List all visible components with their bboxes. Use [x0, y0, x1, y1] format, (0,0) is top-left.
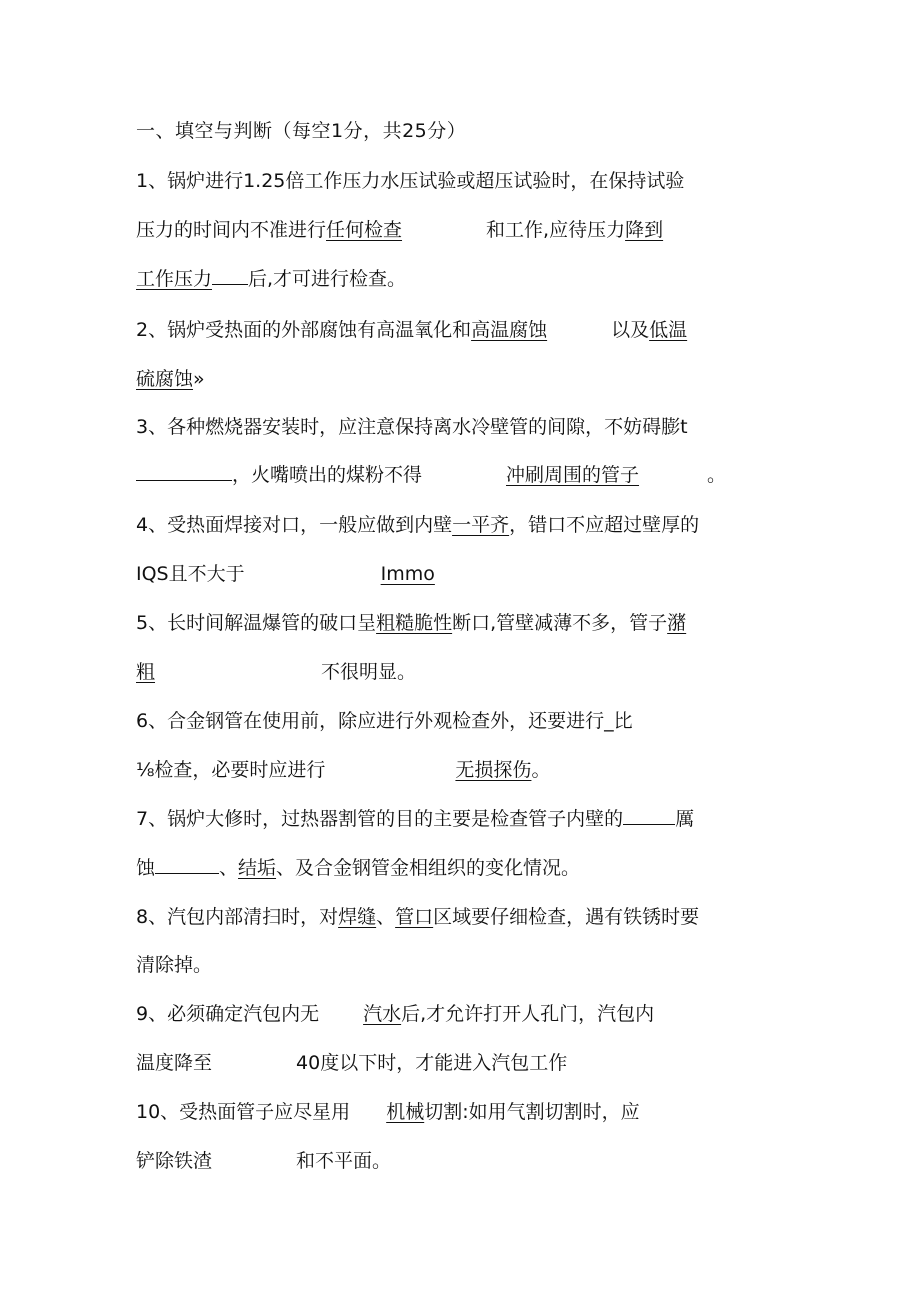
answer-6b: 无损探伤	[455, 759, 532, 781]
question-2-line-2	[136, 366, 205, 392]
text: 9、必须确定汽包内无	[136, 1003, 320, 1025]
text: 和不平面。	[296, 1150, 392, 1172]
question-1-line-2	[136, 217, 663, 243]
question-10-line-2	[136, 1148, 391, 1174]
answer-1b: 降到	[625, 219, 664, 241]
question-8-line-1	[136, 904, 699, 930]
question-2-line-1	[136, 317, 687, 343]
text: 蚀	[136, 857, 156, 879]
text: ，错口不应超过壁厚的	[509, 514, 700, 536]
text: 、	[376, 906, 396, 928]
text: 40度以下时，才能进入汽包工作	[296, 1052, 568, 1074]
blank	[155, 855, 219, 874]
question-1-line-1: 1、锅炉进行1.25倍工作压力水压试验或超压试验时，在保持试验	[136, 170, 685, 192]
answer-2a: 高温腐蚀	[471, 319, 548, 341]
section-title: 一、填空与判断（每空1分，共25分）	[136, 120, 467, 142]
answer-1b-cont: 工作压力	[136, 268, 213, 290]
text: 断口,管壁减薄不多，管子	[452, 612, 668, 634]
question-3-line-2	[136, 462, 726, 488]
answer-3: 冲刷周围的管子	[506, 464, 640, 486]
question-4-line-2	[136, 561, 435, 587]
text: ，火嘴喷出的煤粉不得	[232, 464, 423, 486]
text: 2、锅炉受热面的外部腐蚀有高温氧化和	[136, 319, 472, 341]
answer-4b: Immo	[380, 563, 435, 585]
text: 压力的时间内不准进行	[136, 219, 327, 241]
blank	[623, 806, 675, 825]
text: 铲除铁渣	[136, 1150, 213, 1172]
question-5-line-2	[136, 659, 416, 685]
text: 7、锅炉大修时，过热器割管的目的主要是检查管子内壁的	[136, 808, 624, 830]
answer-5b-cont: 粗	[136, 661, 156, 683]
text: 6、合金钢管在使用前，除应进行外观检查外，还要进行	[136, 710, 605, 732]
answer-6a: _比	[604, 710, 633, 732]
text: 。	[707, 464, 727, 486]
text: 以及	[611, 319, 650, 341]
answer-2b-cont: 硫腐蚀	[136, 368, 194, 390]
question-4-line-1	[136, 512, 699, 538]
question-6-line-1	[136, 708, 633, 734]
text: 10、受热面管子应尽星用	[136, 1101, 351, 1123]
text: 区域要仔细检查，遇有铁锈时要	[433, 906, 700, 928]
text: 后,才允许打开人孔门，汽包内	[401, 1003, 655, 1025]
question-8-line-2: 清除掉。	[136, 954, 213, 976]
text: 。	[531, 759, 551, 781]
answer-8b: 管口	[395, 906, 434, 928]
answer-5b: 潴	[667, 612, 687, 634]
question-7-line-1	[136, 806, 694, 832]
answer-4: 一平齐	[452, 514, 510, 536]
question-9-line-2	[136, 1050, 567, 1076]
answer-7: 结垢	[238, 857, 277, 879]
question-9-line-1	[136, 1001, 654, 1027]
text: 厲	[675, 808, 695, 830]
answer-1a: 任何检查	[326, 219, 403, 241]
text: 和工作,应待压力	[486, 219, 626, 241]
text: »	[193, 368, 205, 390]
text: 后,才可进行检查。	[248, 268, 407, 290]
text: 、	[219, 857, 239, 879]
text: 、及合金钢管金相组织的变化情况。	[276, 857, 581, 879]
answer-10: 机械	[386, 1101, 425, 1123]
text: IQS且不大于	[136, 563, 245, 585]
answer-2b: 低温	[649, 319, 688, 341]
blank	[212, 266, 248, 285]
question-3-line-1: 3、各种燃烧器安装时，应注意保持离水冷壁管的间隙，不妨碍膨t	[136, 416, 688, 438]
text: 4、受热面焊接对口，一般应做到内壁	[136, 514, 453, 536]
text: 5、长时间解温爆管的破口呈	[136, 612, 377, 634]
answer-5a: 粗糙脆性	[376, 612, 453, 634]
text: 不很明显。	[321, 661, 417, 683]
blank	[136, 462, 232, 481]
text: 切割:如用气割切割时，应	[424, 1101, 640, 1123]
question-6-line-2	[136, 757, 550, 783]
question-5-line-1	[136, 610, 686, 636]
question-10-line-1	[136, 1099, 640, 1125]
text: ⅛检查，必要时应进行	[136, 759, 326, 781]
text: 温度降至	[136, 1052, 213, 1074]
question-1-line-3	[136, 266, 406, 292]
text: 8、汽包内部清扫时，对	[136, 906, 339, 928]
answer-9: 汽水	[363, 1003, 402, 1025]
answer-8a: 焊缝	[338, 906, 377, 928]
question-7-line-2	[136, 855, 580, 881]
